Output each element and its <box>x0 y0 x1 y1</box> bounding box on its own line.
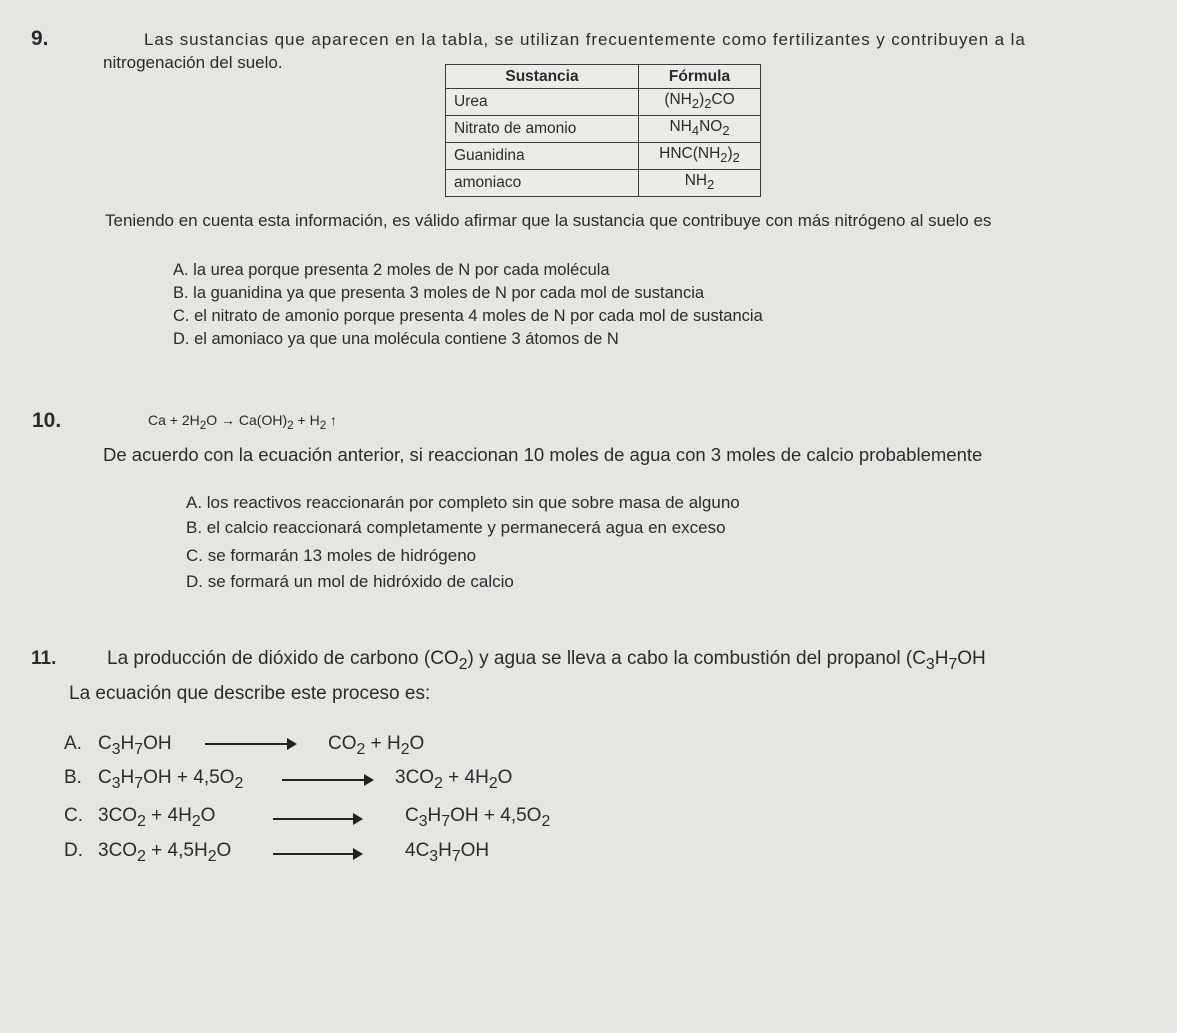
reaction-arrow-icon <box>282 779 372 781</box>
substance-name: Guanidina <box>446 143 639 170</box>
q11-option-a-reactants: $C_3H_7OH$ <box>98 733 172 758</box>
substance-formula: $(NH_2)_2CO$ <box>639 89 761 116</box>
substance-name: Nitrato de amonio <box>446 116 639 143</box>
q11-option-a-products: $CO_2 + H_2O$ <box>328 733 425 758</box>
q11-intro: La producción de dióxido de carbono $(CO_2)$ y agua se lleva a cabo la combustión del propanol ($C_3H_7OH$ <box>107 648 986 673</box>
q11-option-c-reactants: $3CO_2 + 4H_2O$ <box>98 805 216 830</box>
q11-option-d-products: $4C_3H_7OH$ <box>405 840 490 865</box>
q10-question: De acuerdo con la ecuación anterior, si reaccionan 10 moles de agua con 3 moles de calcio probablemente <box>103 444 983 465</box>
q9-option-b: B. la guanidina ya que presenta 3 moles de N por cada mol de sustancia <box>173 284 705 302</box>
q10-option-d: D. se formará un mol de hidróxido de calcio <box>186 572 514 591</box>
q11-option-c-letter: C. <box>64 805 83 826</box>
q10-number: 10. <box>32 409 62 432</box>
q11-option-b-products: $3CO_2 + 4H_2O$ <box>395 767 513 792</box>
q9-question: Teniendo en cuenta esta información, es válido afirmar que la sustancia que contribuye con más nitrógeno al suelo es <box>105 211 992 230</box>
table-header-row <box>446 65 761 89</box>
q9-number: 9. <box>31 27 49 50</box>
q10-equation: $Ca + 2H_2O \to Ca(OH)_2 + H_2$ ↑ <box>148 412 338 432</box>
q10-option-c: C. se formarán 13 moles de hidrógeno <box>186 546 477 565</box>
table-row <box>446 170 761 197</box>
table-header-substance: Sustancia <box>446 65 639 89</box>
q11-option-b-reactants: $C_3H_7OH + 4,5O_2$ <box>98 767 244 792</box>
table-header-formula: Fórmula <box>639 65 761 89</box>
q11-option-d-reactants: $3CO_2 + 4,5H_2O$ <box>98 840 232 865</box>
q11-question: La ecuación que describe este proceso es: <box>69 683 431 704</box>
q9-option-c: C. el nitrato de amonio porque presenta 4 moles de N por cada mol de sustancia <box>173 307 763 325</box>
substance-formula: $HNC(NH_2)_2$ <box>639 143 761 170</box>
q10-option-a: A. los reactivos reaccionarán por completo sin que sobre masa de alguno <box>186 493 740 512</box>
substance-formula: $NH_4NO_2$ <box>639 116 761 143</box>
substance-name: amoniaco <box>446 170 639 197</box>
substance-formula: $NH_2$ <box>639 170 761 197</box>
table-row <box>446 116 761 143</box>
table-row <box>446 143 761 170</box>
q9-option-d: D. el amoniaco ya que una molécula contiene 3 átomos de N <box>173 330 619 348</box>
q10-option-b: B. el calcio reaccionará completamente y permanecerá agua en exceso <box>186 518 726 537</box>
q11-option-c-products: $C_3H_7OH + 4,5O_2$ <box>405 805 551 830</box>
q9-option-a: A. la urea porque presenta 2 moles de N por cada molécula <box>173 261 610 279</box>
reaction-arrow-icon <box>273 853 361 855</box>
q11-number: 11. <box>31 648 57 669</box>
substance-table <box>445 64 761 197</box>
q9-intro-line1: Las sustancias que aparecen en la tabla, se utilizan frecuentemente como fertilizantes y contribuyen a la <box>144 30 1026 49</box>
substance-name: Urea <box>446 89 639 116</box>
reaction-arrow-icon <box>205 743 295 745</box>
reaction-arrow-icon <box>273 818 361 820</box>
q11-option-d-letter: D. <box>64 840 83 861</box>
q11-option-a-letter: A. <box>64 733 82 754</box>
q11-option-b-letter: B. <box>64 767 82 788</box>
table-row <box>446 89 761 116</box>
q9-intro-line2: nitrogenación del suelo. <box>103 53 283 72</box>
